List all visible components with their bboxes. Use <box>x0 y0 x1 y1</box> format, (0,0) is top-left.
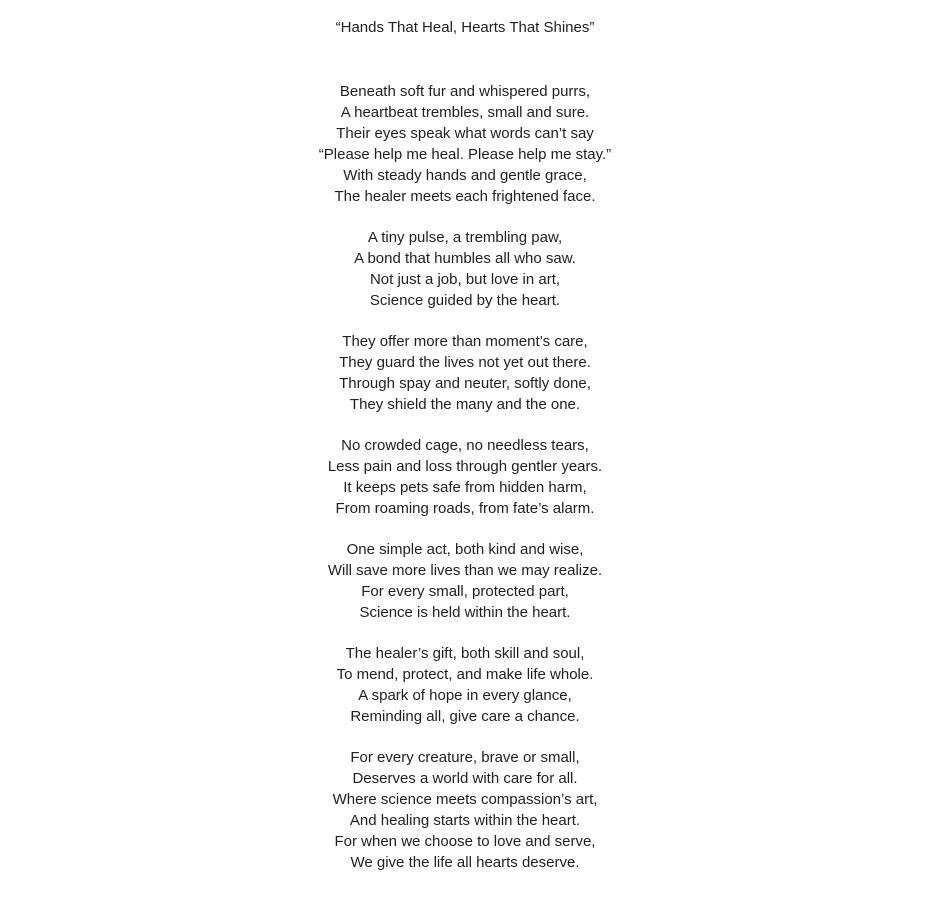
poem-title: “Hands That Heal, Hearts That Shines” <box>335 19 595 36</box>
poem-line: A heartbeat trembles, small and sure. <box>340 104 590 121</box>
stanza-5 <box>0 539 930 623</box>
poem-line: Science guided by the heart. <box>369 292 561 309</box>
poem-line: Less pain and loss through gentler years. <box>327 458 603 475</box>
poem-line: And healing starts within the heart. <box>349 812 581 829</box>
poem-line: Deserves a world with care for all. <box>352 770 578 787</box>
poem-line: A tiny pulse, a trembling paw, <box>367 229 563 246</box>
poem-line: One simple act, both kind and wise, <box>346 541 584 558</box>
poem-line: Their eyes speak what words can’t say <box>336 125 594 142</box>
poem-line: Through spay and neuter, softly done, <box>339 375 591 392</box>
poem-line: Science is held within the heart. <box>359 604 571 621</box>
poem-line: We give the life all hearts deserve. <box>350 854 580 871</box>
poem-line: They offer more than moment’s care, <box>342 333 588 350</box>
poem-line: Will save more lives than we may realize. <box>327 562 603 579</box>
poem-line: It keeps pets safe from hidden harm, <box>343 479 587 496</box>
stanza-7 <box>0 747 930 873</box>
poem-line: Where science meets compassion’s art, <box>332 791 598 808</box>
stanza-3 <box>0 331 930 415</box>
poem-line: To mend, protect, and make life whole. <box>336 666 594 683</box>
poem-line: The healer meets each frightened face. <box>334 188 596 205</box>
stanza-2 <box>0 227 930 311</box>
poem-line: A spark of hope in every glance, <box>358 687 572 704</box>
poem-line: With steady hands and gentle grace, <box>343 167 587 184</box>
poem-line: For when we choose to love and serve, <box>334 833 596 850</box>
poem-line: “Please help me heal. Please help me stay.” <box>318 146 612 163</box>
poem-body <box>0 81 930 893</box>
stanza-1 <box>0 81 930 207</box>
poem-line: For every small, protected part, <box>361 583 569 600</box>
poem-line: For every creature, brave or small, <box>350 749 580 766</box>
poem-line: Beneath soft fur and whispered purrs, <box>339 83 591 100</box>
poem-line: The healer’s gift, both skill and soul, <box>345 645 585 662</box>
poem-line: A bond that humbles all who saw. <box>354 250 576 267</box>
stanza-6 <box>0 643 930 727</box>
poem-line: They shield the many and the one. <box>349 396 581 413</box>
poem-line: Reminding all, give care a chance. <box>350 708 580 725</box>
stanza-4 <box>0 435 930 519</box>
poem-line: From roaming roads, from fate’s alarm. <box>335 500 595 517</box>
poem-line: Not just a job, but love in art, <box>369 271 561 288</box>
poem-line: They guard the lives not yet out there. <box>339 354 591 371</box>
poem-line: No crowded cage, no needless tears, <box>341 437 589 454</box>
